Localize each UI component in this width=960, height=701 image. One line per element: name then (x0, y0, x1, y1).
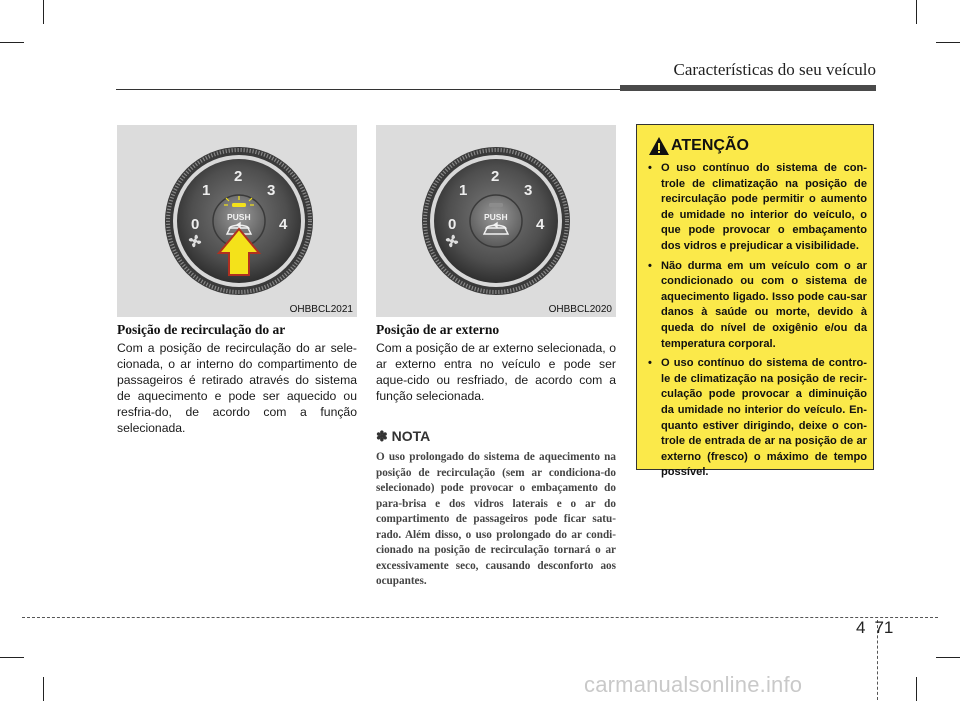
crop-mark (936, 657, 960, 658)
warning-title: ATENÇÃO (671, 137, 749, 154)
recirculation-body: Com a posição de recirculação do ar sele-cionada, o ar interno do compartimento de passageiros é retirado através do sistema de aquecimento e pode ser aquecido ou resfria-do, de acordo com a função selecionada. (117, 341, 357, 435)
header-rule (116, 89, 620, 90)
warning-item (647, 161, 867, 255)
recirculation-dial-image (117, 125, 357, 317)
bullet: • (648, 259, 652, 272)
dial-number-4: 4 (279, 216, 288, 233)
warning-item-text: O uso contínuo do sistema de con-trole de climatização na posição de recirculação pode permitir o aumento de umidade no interior do veículo, o que pode provocar o embaçamento dos vidros e prejudicar a visibilidade. (661, 162, 867, 252)
page-number-value: 71 (874, 618, 894, 637)
page-number (856, 618, 893, 638)
dial-number-2: 2 (234, 168, 243, 185)
dial-number-3: 3 (524, 182, 533, 199)
dial-number-2: 2 (491, 168, 500, 185)
header-bar (620, 85, 876, 91)
image-code: OHBBCL2021 (289, 304, 353, 315)
dial-number-1: 1 (202, 182, 211, 199)
crop-mark (43, 677, 44, 701)
footer-dashed-rule (22, 617, 938, 618)
crop-mark (0, 657, 24, 658)
dial-number-0: 0 (448, 216, 457, 233)
nota-body: O uso prolongado do sistema de aquecimento na posição de recirculação (sem ar condiciona-do selecionado) pode provocar o embaçamento do para-brisa e dos vidros laterais e o ar do compartimento de passageiros pode ficar satu-rado. Além disso, o uso prolongado do ar condi-cionado na posição de recirculação tornará o ar excessivamente seco, causando desconforto aos ocupantes. (376, 451, 616, 587)
warning-item (647, 259, 867, 353)
dial-number-4: 4 (536, 216, 545, 233)
crop-mark (936, 42, 960, 43)
warning-item-text: Não durma em um veículo com o ar condicionado ou com o sistema de aquecimento ligado. Isso pode cau-sar danos à saúde ou morte, devido à queda do nível de oxigênio e/ou da temperatura corporal. (661, 259, 867, 350)
image-code: OHBBCL2020 (548, 304, 612, 315)
crop-mark (43, 0, 44, 24)
dial-number-3: 3 (267, 182, 276, 199)
external-air-body: Com a posição de ar externo selecionada, o ar externo entra no veículo e pode ser aque-cido ou resfriado, de acordo com a função selecionada. (376, 341, 616, 403)
dial-number-1: 1 (459, 182, 468, 199)
crop-mark (916, 0, 917, 24)
crop-mark (916, 677, 917, 701)
warning-box (636, 124, 874, 479)
indicator-led-on (232, 203, 246, 207)
bullet: • (648, 162, 652, 174)
warning-triangle-icon (649, 137, 669, 155)
bullet: • (648, 357, 652, 370)
external-air-heading: Posição de ar externo (376, 322, 500, 337)
indicator-led-off (489, 203, 503, 207)
push-label: PUSH (227, 212, 251, 222)
warning-item-text: O uso contínuo do sistema de contro-le de climatização na posição de recir-culação pode provocar a diminuição da umidade no interior do veículo. En-quanto estiver dirigindo, deixe o con-trole de entrada de ar na posição de ar externo (fresco) o máximo de tempo possível. (661, 357, 867, 479)
external-air-dial-image (376, 125, 616, 317)
warning-item (647, 356, 867, 481)
page-header-title: Características do seu veículo (673, 60, 876, 79)
chapter-number: 4 (856, 618, 866, 637)
recirculation-dial-illustration (117, 125, 357, 317)
nota-heading: ✽ NOTA (376, 428, 431, 444)
watermark: carmanualsonline.info (584, 672, 803, 697)
dial-number-0: 0 (191, 216, 200, 233)
external-air-dial-illustration (376, 125, 616, 317)
recirculation-heading: Posição de recirculação do ar (117, 322, 286, 337)
push-label: PUSH (484, 212, 508, 222)
warning-list (647, 161, 867, 485)
crop-mark (0, 42, 24, 43)
